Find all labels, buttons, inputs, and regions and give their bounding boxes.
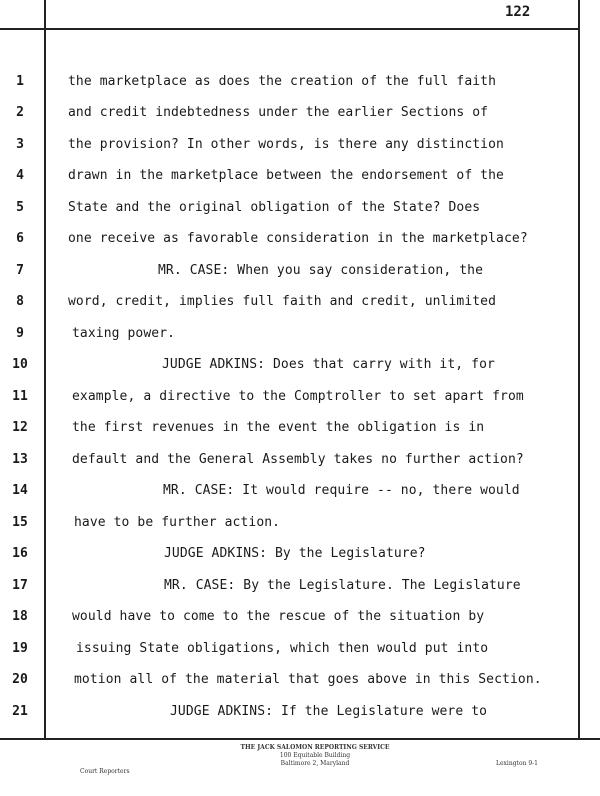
line-number: 9 — [16, 326, 24, 341]
footer-building: 100 Equitable Building — [279, 752, 351, 759]
transcript-line: State and the original obligation of the State? Does — [68, 200, 481, 215]
line-number: 8 — [16, 294, 24, 309]
transcript-line: MR. CASE: When you say consideration, the — [158, 263, 483, 278]
transcript-line: and credit indebtedness under the earlier Sections of — [68, 105, 489, 120]
left-margin-rule — [44, 0, 46, 740]
transcript-line: MR. CASE: It would require -- no, there would — [163, 483, 520, 498]
footer-left-label: Court Reporters — [80, 768, 130, 775]
header-rule — [0, 28, 578, 30]
reporting-service-footer — [200, 744, 430, 768]
line-number: 13 — [12, 452, 28, 467]
line-number: 2 — [16, 105, 24, 120]
footer-rule — [0, 738, 600, 740]
line-number: 19 — [12, 641, 28, 656]
transcript-line: default and the General Assembly takes no further action? — [72, 452, 524, 467]
line-number: 17 — [12, 578, 28, 593]
line-number: 7 — [16, 263, 24, 278]
transcript-line: JUDGE ADKINS: Does that carry with it, for — [162, 357, 495, 372]
line-number: 12 — [12, 420, 28, 435]
transcript-line: the provision? In other words, is there any distinction — [68, 137, 504, 152]
line-number: 11 — [12, 389, 28, 404]
right-margin-rule — [578, 0, 580, 740]
transcript-line: issuing State obligations, which then would put into — [76, 641, 489, 656]
line-number: 1 — [16, 74, 24, 89]
line-number: 21 — [12, 704, 28, 719]
line-number: 4 — [16, 168, 24, 183]
transcript-line: motion all of the material that goes above in this Section. — [74, 672, 542, 687]
line-number: 5 — [16, 200, 24, 215]
line-number: 14 — [12, 483, 28, 498]
transcript-line: taxing power. — [72, 326, 176, 341]
footer-service-name: THE JACK SALOMON REPORTING SERVICE — [240, 744, 390, 751]
transcript-line: MR. CASE: By the Legislature. The Legislature — [164, 578, 521, 593]
footer-city: Baltimore 2, Maryland — [280, 760, 350, 767]
transcript-line: drawn in the marketplace between the endorsement of the — [68, 168, 504, 183]
line-number: 16 — [12, 546, 28, 561]
line-number: 3 — [16, 137, 24, 152]
transcript-line: example, a directive to the Comptroller to set apart from — [72, 389, 524, 404]
transcript-line: one receive as favorable consideration in the marketplace? — [68, 231, 528, 246]
line-number: 15 — [12, 515, 28, 530]
line-number: 6 — [16, 231, 24, 246]
transcript-line: JUDGE ADKINS: By the Legislature? — [164, 546, 426, 561]
transcript-line: JUDGE ADKINS: If the Legislature were to — [170, 704, 488, 719]
page-number: 122 — [505, 4, 531, 20]
line-number: 20 — [12, 672, 28, 687]
line-number: 10 — [12, 357, 28, 372]
line-number: 18 — [12, 609, 28, 624]
transcript-line: would have to come to the rescue of the situation by — [72, 609, 485, 624]
transcript-line: word, credit, implies full faith and credit, unlimited — [68, 294, 497, 309]
transcript-line: the first revenues in the event the obligation is in — [72, 420, 485, 435]
footer-right-label: Lexington 9-1 — [496, 760, 538, 767]
transcript-line: the marketplace as does the creation of the full faith — [68, 74, 497, 89]
transcript-line: have to be further action. — [74, 515, 281, 530]
